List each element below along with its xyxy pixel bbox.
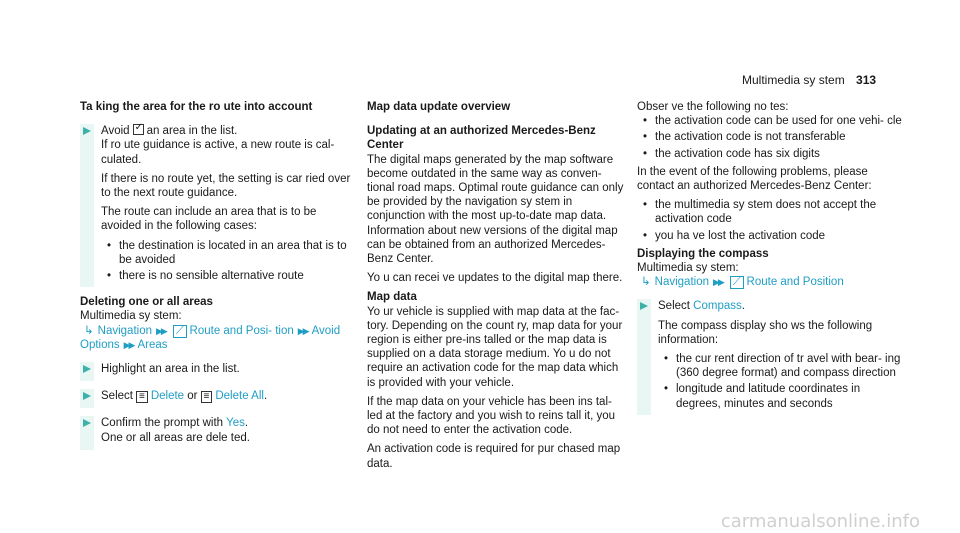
bullet-list <box>658 352 903 411</box>
list-item: • there is no sensible alternative route <box>119 269 352 283</box>
step-arrow-icon <box>83 127 91 135</box>
delete-all-link[interactable]: Delete All <box>215 390 264 403</box>
step-text: an area in the list. <box>146 125 238 138</box>
nav-link-navigation[interactable]: Navigation <box>654 276 709 289</box>
bullet-list <box>637 114 903 161</box>
list-item: • the activation code can be used for one vehi‐ cle <box>655 114 903 128</box>
watermark: carmanualsonline.info <box>720 510 920 532</box>
column-2 <box>367 100 629 476</box>
nav-path <box>80 324 352 352</box>
subheading: Displaying the compass <box>637 247 769 260</box>
nav-link-route-position[interactable]: Route and Posi‐ tion <box>189 324 294 337</box>
step-bar <box>80 362 94 381</box>
nav-link-route-position[interactable]: Route and Position <box>746 276 844 289</box>
list-item: • the activation code has six digits <box>655 147 903 161</box>
step-bar <box>637 299 651 414</box>
nav-link-navigation[interactable]: Navigation <box>97 324 152 337</box>
page-header <box>742 73 876 87</box>
step-text: Select <box>658 300 690 313</box>
step-text: or <box>187 390 198 403</box>
list-item: • you ha ve lost the activation code <box>655 229 903 243</box>
list-item: • the cur rent direction of tr avel with bear‐ ing (360 degree format) and compass direction <box>676 352 903 380</box>
paragraph: The compass display sho ws the following information: <box>658 319 873 346</box>
paragraph: An activation code is required for pur chased map data. <box>367 443 621 470</box>
chevron-right-icon: ▶▶ <box>123 339 134 350</box>
step-bar <box>80 416 94 449</box>
paragraph: If there is no route yet, the setting is car ried over to the next route guidance. <box>101 172 351 200</box>
step-text: Select <box>101 390 133 403</box>
step-bar <box>80 389 94 408</box>
chevron-right-icon: ▶▶ <box>155 325 166 336</box>
instruction-step: Select ≡ Delete or ≡ Delete All. <box>80 389 352 408</box>
checkbox-icon <box>133 124 144 135</box>
subheading: Deleting one or all areas <box>80 296 213 309</box>
paragraph: If ro ute guidance is active, a new route is cal‐ culated. <box>101 139 335 166</box>
section-heading: Map data update overview <box>367 101 511 113</box>
step-arrow-icon <box>83 392 91 400</box>
instruction-step: Confirm the prompt with Yes. One or all areas are dele ted. <box>80 416 352 449</box>
delete-link[interactable]: Delete <box>150 390 185 403</box>
step-bar <box>80 124 94 287</box>
return-arrow-icon: ↳ <box>84 324 94 337</box>
column-3 <box>637 100 903 423</box>
list-item: • the multimedia sy stem does not accept the activation code <box>655 198 903 226</box>
list-item: • the destination is located in an area that is to be avoided <box>119 239 352 267</box>
nav-path <box>637 275 903 289</box>
menu-icon: ≡ <box>136 391 148 403</box>
bullet-list <box>101 239 352 284</box>
column-1 <box>80 100 352 458</box>
return-arrow-icon: ↳ <box>641 276 651 289</box>
list-item: • the activation code is not transferable <box>655 130 903 144</box>
instruction-step: Select Compass. The compass display sho ws the following information: • the cur rent direction of tr avel with bear‐ ing (360 degree format) and compass direction • longitude and latitude coordinates in degrees, minutes and seconds <box>637 299 903 414</box>
route-icon: ⟋ <box>730 276 744 289</box>
paragraph: If the map data on your vehicle has been ins tal‐ led at the factory and you wish to reins tall it, you do not need to enter the activation code. <box>367 395 616 437</box>
subheading: Map data <box>367 291 417 304</box>
section-heading: Ta king the area for the ro ute into account <box>80 101 313 113</box>
section-title: Multimedia sy stem <box>742 73 845 87</box>
chevron-right-icon: ▶▶ <box>297 325 308 336</box>
system-label: Multimedia sy stem: <box>637 262 739 275</box>
step-text: Highlight an area in the list. <box>101 363 240 376</box>
paragraph: The digital maps generated by the map software become outdated in the same way as conven‐ tional road maps. Optimal route guidance can only be provided by the navigation sy stem in conjunction with the most up-to-date map data. Information about new versions of the digital map can be obtained from an authorized Mercedes-Benz Center. <box>367 153 624 266</box>
paragraph: Obser ve the following no tes: <box>637 101 789 113</box>
bullet-list <box>637 198 903 243</box>
list-item: • longitude and latitude coordinates in degrees, minutes and seconds <box>676 382 903 410</box>
step-arrow-icon <box>83 419 91 427</box>
subheading: Updating at an authorized Mercedes-Benz Center <box>367 125 596 152</box>
step-arrow-icon <box>640 302 648 310</box>
menu-icon: ≡ <box>201 391 213 403</box>
yes-link[interactable]: Yes <box>226 417 245 430</box>
nav-link-avoid-options[interactable]: Avoid Options <box>80 324 341 351</box>
step-text: One or all areas are dele ted. <box>101 431 250 444</box>
route-icon: ⟋ <box>173 325 187 338</box>
nav-link-areas[interactable]: Areas <box>137 338 168 351</box>
step-text: Confirm the prompt with <box>101 417 224 430</box>
step-text: Avoid <box>101 125 130 138</box>
paragraph: Yo ur vehicle is supplied with map data at the fac‐ tory. Depending on the count ry, map data for your region is either pre-ins talled or the map data is supplied on a data storage medium. Yo u do not require an activation code for the map data which is provided with your vehicle. <box>367 305 623 389</box>
chevron-right-icon: ▶▶ <box>712 277 723 288</box>
page-number: 313 <box>856 73 877 87</box>
paragraph: The route can include an area that is to be avoided in the following cases: <box>101 206 317 233</box>
instruction-step <box>80 362 352 381</box>
compass-link[interactable]: Compass <box>693 300 742 313</box>
step-arrow-icon <box>83 365 91 373</box>
system-label: Multimedia sy stem: <box>80 310 182 323</box>
instruction-step <box>80 124 352 287</box>
paragraph: Yo u can recei ve updates to the digital map there. <box>367 272 623 285</box>
paragraph: In the event of the following problems, please contact an authorized Mercedes-Benz Center: <box>637 165 872 193</box>
